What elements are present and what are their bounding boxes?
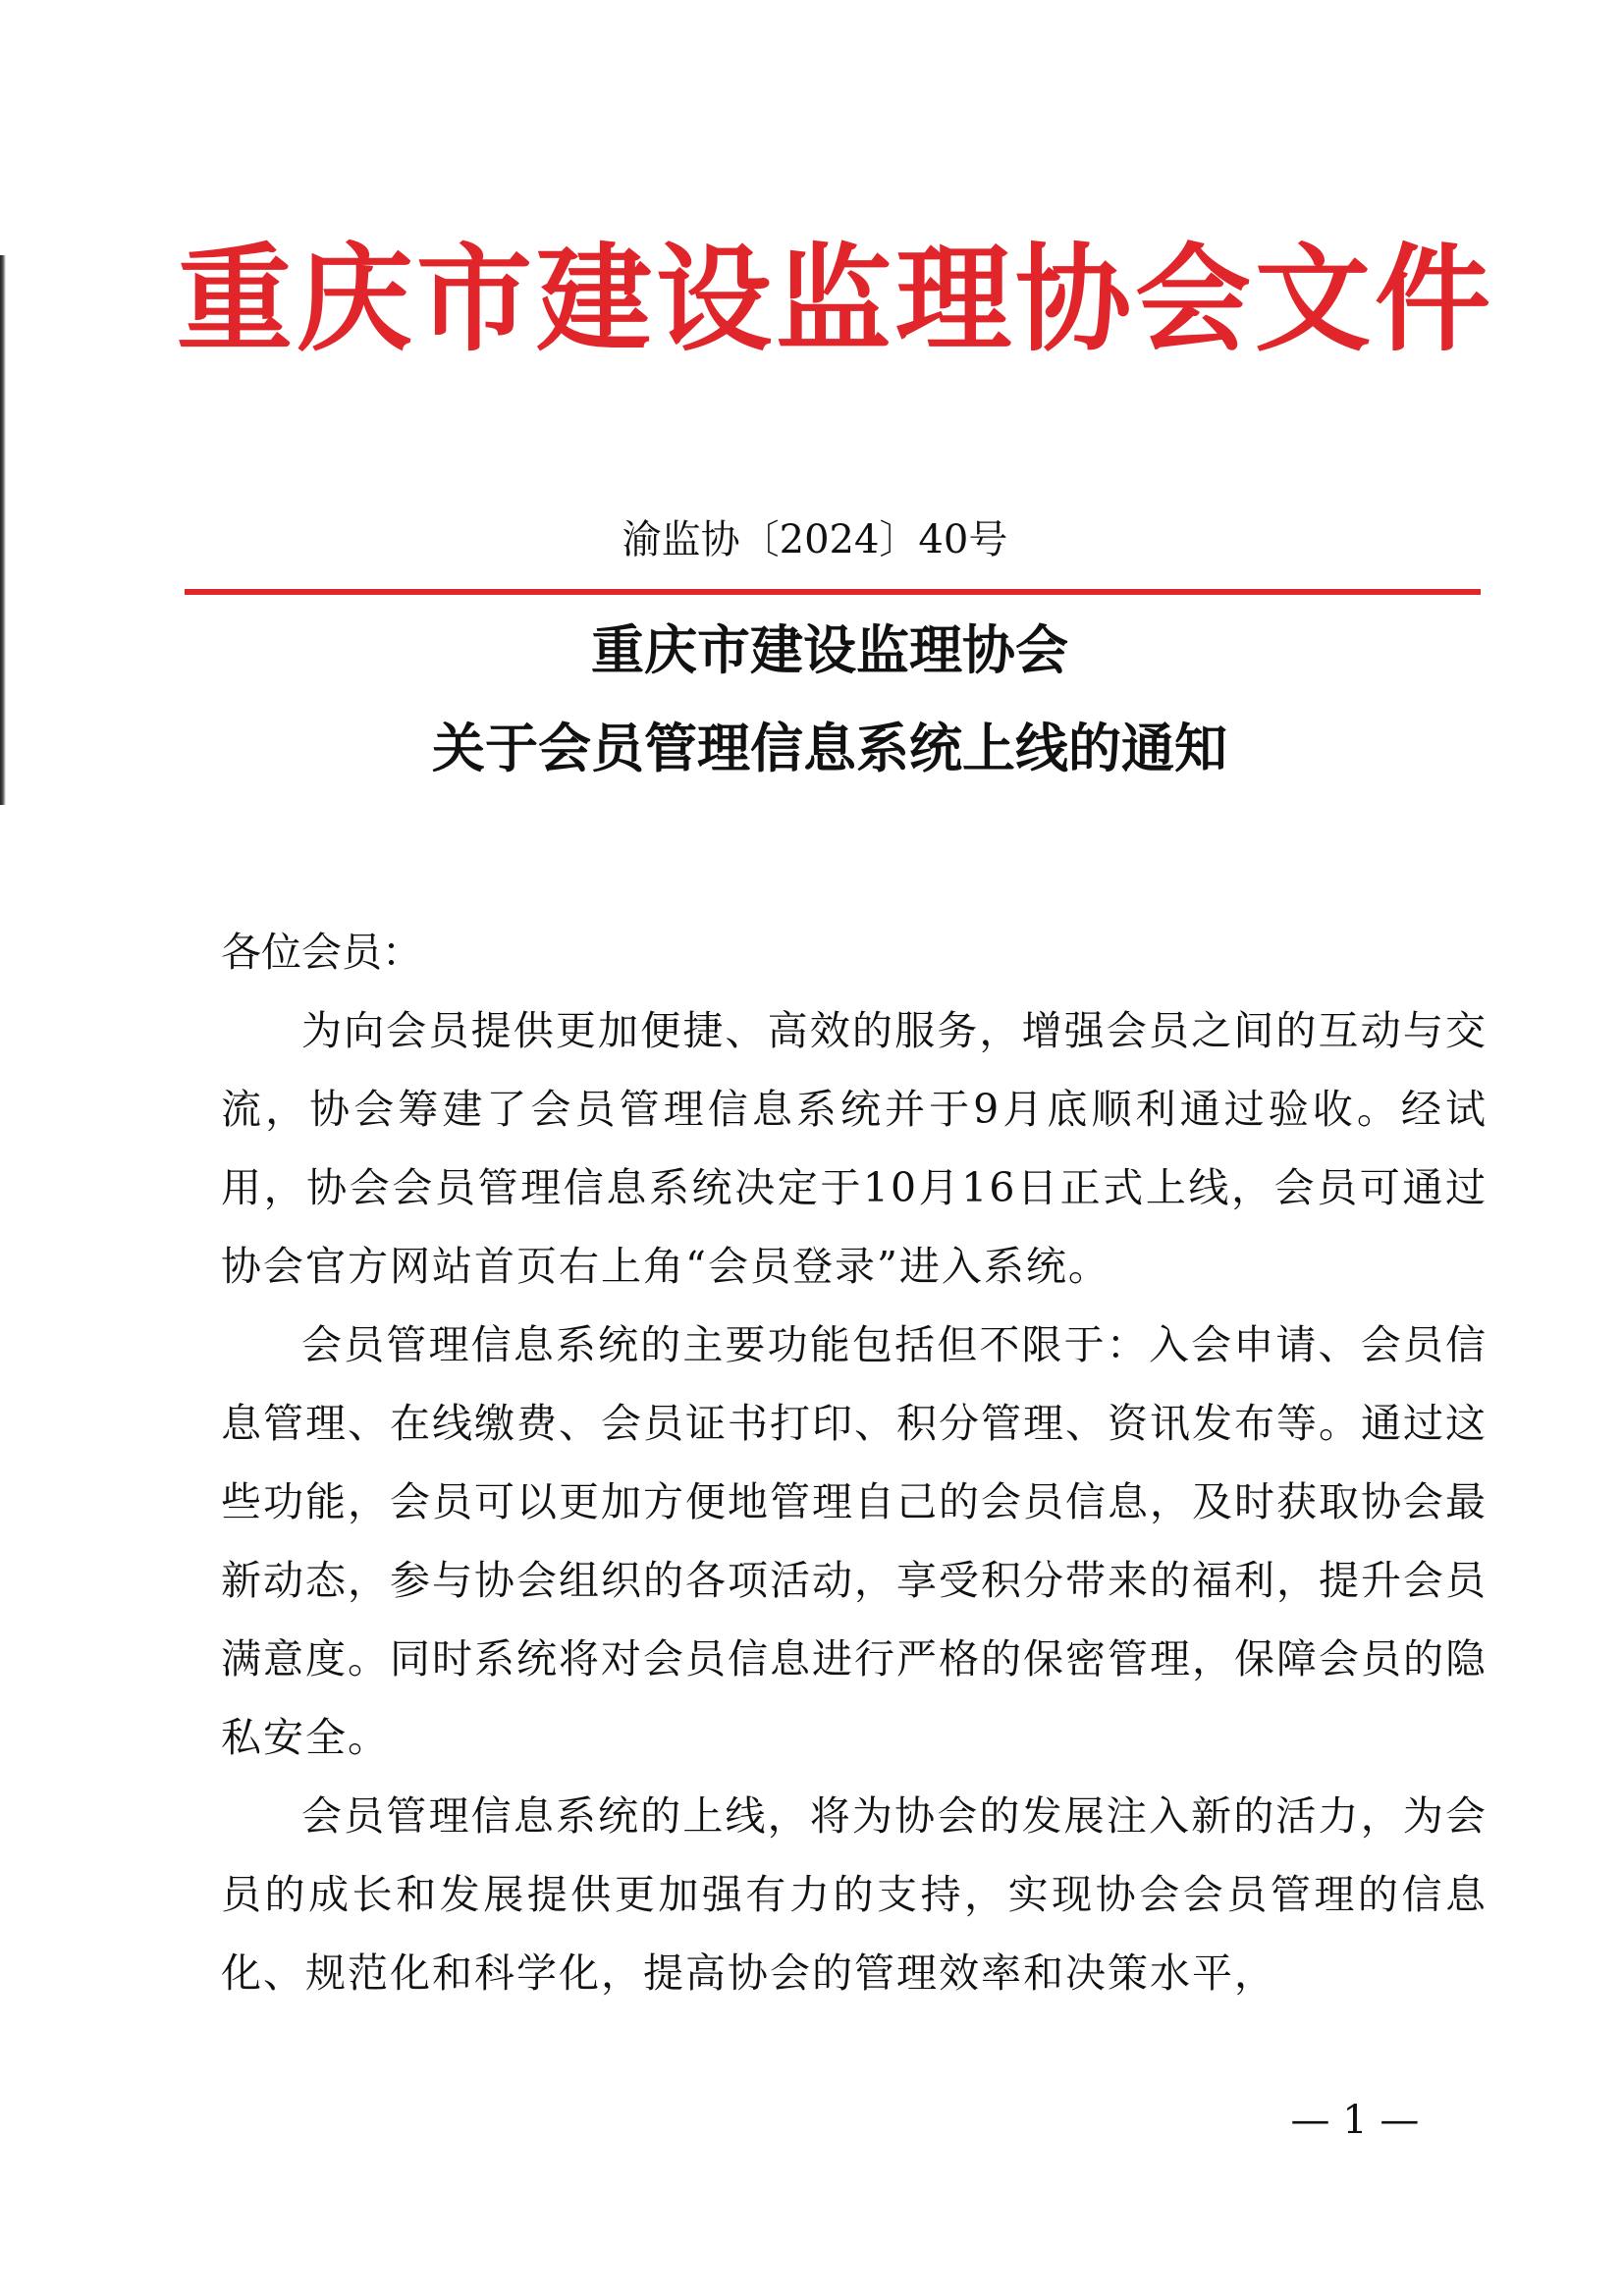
salutation: 各位会员： bbox=[221, 929, 422, 976]
document-number: 渝监协〔2024〕40号 bbox=[622, 517, 1008, 562]
paragraph: 会员管理信息系统的主要功能包括但不限于：入会申请、会员信息管理、在线缴费、会员证书打印、积分管理、资讯发布等。通过这些功能，会员可以更加方便地管理自己的会员信息，及时获取协会最新动态，参与协会组织的各项活动，享受积分带来的福利，提升会员满意度。同时系统将对会员信息进行严格的保密管理，保障会员的隐私安全。 bbox=[221, 1321, 1488, 1761]
notice-title-line-2: 关于会员管理信息系统上线的通知 bbox=[432, 718, 1227, 779]
header-divider bbox=[185, 589, 1481, 595]
paragraph: 为向会员提供更加便捷、高效的服务，增强会员之间的互动与交流，协会筹建了会员管理信息系统并于9月底顺利通过验收。经试用，协会会员管理信息系统决定于10月16日正式上线，会员可通过协会官方网站首页右上角“会员登录”进入系统。 bbox=[221, 1007, 1488, 1290]
document-header-title: 重庆市建设监理协会文件 bbox=[177, 231, 1495, 367]
notice-body bbox=[221, 913, 1488, 2012]
notice-title-line-1: 重庆市建设监理协会 bbox=[591, 619, 1068, 681]
paragraph: 会员管理信息系统的上线，将为协会的发展注入新的活力，为会员的成长和发展提供更加强有力的支持，实现协会会员管理的信息化、规范化和科学化，提高协会的管理效率和决策水平， bbox=[221, 1792, 1488, 1997]
scan-edge bbox=[0, 255, 6, 805]
page-number: — 1 — bbox=[1290, 2098, 1420, 2143]
